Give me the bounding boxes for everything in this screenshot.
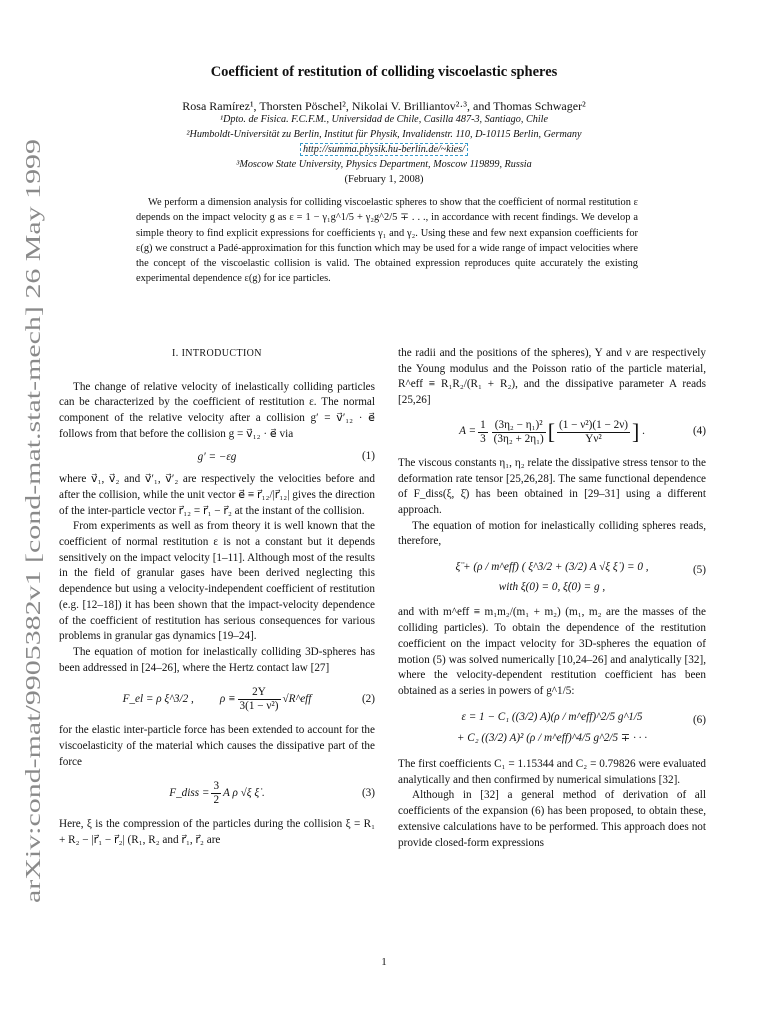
- equation-2: [59, 686, 375, 713]
- equation-5-line-1: ξ̈ + (ρ / m^eff) ( ξ^3/2 + (3/2) A √ξ ξ̇ ) = 0 ,: [455, 561, 649, 574]
- affiliation-url-row: [0, 144, 768, 155]
- right-paragraph-1: the radii and the positions of the spheres), Y and ν are respectively the Young modulus and the Poisson ratio of the particle material, R^eff ≡ R₁R₂/(R₁ + R₂), and the dissipative parameter A reads [25,26]: [398, 347, 706, 407]
- equation-4-f1-denominator: 3: [480, 432, 486, 445]
- equation-4-number: (4): [692, 425, 706, 438]
- equation-3-fraction: [211, 780, 221, 807]
- equation-2-fraction: [238, 686, 281, 713]
- equation-4-f3-numerator: (1 − ν²)(1 − 2ν): [559, 418, 628, 431]
- affiliation-1: ¹Dpto. de Fisica. F.C.F.M., Universidad de Chile, Casilla 487-3, Santiago, Chile: [219, 114, 549, 125]
- arxiv-stamp: [14, 135, 50, 905]
- equation-3-left: F_diss =: [169, 787, 210, 800]
- equation-2-rho: ρ ≡: [219, 693, 236, 705]
- right-paragraph-5: The first coefficients C₁ = 1.15344 and C₂ = 0.79826 were evaluated analytically and then confirmed by numerical simulations [32].: [398, 758, 706, 786]
- equation-2-tail: √R^eff: [282, 693, 312, 705]
- right-paragraph-6: Although in [32] a general method of derivation of all coefficients of the expansion (6) has been proposed, to obtain these, extensive calculations have to be performed. This approach does not provide closed-form expressions: [398, 789, 706, 849]
- equation-1-number: (1): [361, 450, 375, 463]
- equation-4-f2-denominator: (3η₂ + 2η₁): [493, 432, 544, 445]
- equation-6-number: (6): [692, 714, 706, 727]
- equation-3: [59, 780, 375, 807]
- equation-1-body: g′ = −εg: [197, 450, 237, 463]
- group-url-link[interactable]: http://summa.physik.hu-berlin.de/~kies/: [300, 143, 468, 156]
- equation-6-line-1: ε = 1 − C₁ ((3/2) A)(ρ / m^eff)^2/5 g^1/5: [461, 710, 643, 723]
- paper-title: Coefficient of restitution of colliding viscoelastic spheres: [210, 64, 558, 80]
- equation-3-tail: A ρ √ξ ξ̇ .: [223, 787, 265, 800]
- equation-4-fraction-3: [557, 419, 630, 446]
- equation-4-left: A =: [459, 425, 477, 438]
- intro-paragraph-1: The change of relative velocity of inelastically colliding particles can be characterized by the coefficient of restitution ε. The normal component of the relative velocity after a collision g′ = v⃗′₁₂ · e⃗ follows from that before the collision g = v⃗₁₂ · e⃗ via: [59, 380, 375, 440]
- equation-4-fraction-2: [492, 419, 546, 446]
- equation-4-f2-numerator: (3η₂ − η₁)²: [492, 419, 546, 433]
- intro-paragraph-2: where v⃗₁, v⃗₂ and v⃗′₁, v⃗′₂ are respectively the velocities before and after the collision, while the unit vector e⃗ ≡ r⃗₁₂/|r⃗₁₂| gives the direction of the inter-particle vector r⃗₁₂ = r⃗₁ − r⃗₂ at the instant of the collision.: [59, 473, 375, 517]
- left-column: [59, 346, 375, 849]
- equation-6: [398, 710, 706, 747]
- affiliation-2: ²Humboldt-Universität zu Berlin, Institut für Physik, Invalidenstr. 110, D-10115 Berlin, Germany: [186, 129, 582, 140]
- section-heading: I. INTRODUCTION: [172, 348, 262, 359]
- equation-3-numerator: 3: [213, 780, 220, 793]
- equation-5-line-2: with ξ(0) = 0, ξ̇(0) = g ,: [498, 580, 606, 593]
- equation-2-denominator: 3(1 − ν²): [239, 700, 279, 713]
- page-number: 1: [381, 956, 387, 968]
- equation-4-fraction-1: [478, 419, 488, 446]
- abstract: We perform a dimension analysis for colliding viscoelastic spheres to show that the coefficient of normal restitution ε depends on the impact velocity g as ε = 1 − γ₁g^1/5 + γ₂g^2/5 ∓ . . ., in accordance with recent findings. We develop a simple theory to find explicit expressions for coefficients γ₁ and γ₂. Using these and few next expansion coefficients for ε(g) we construct a Padé-approximation for this function which may be used for a wide range of impact velocities where the concept of the viscoelastic collision is valid. The obtained expression reproduces quite accurately the existing experimental dependence ε(g) for ice particles.: [136, 197, 638, 285]
- intro-paragraph-3: From experiments as well as from theory it is well known that the coefficient of normal restitution ε is not a constant but it depends sensitively on the impact velocity [1–11]. Although most of the results in the field of granular gases have been derived neglecting this dependence but using a velocity-independent coefficient of restitution (e.g. [12–18]) it has been shown that the impact-velocity dependence of the coefficient of restitution has serious consequences for various problems in granular gas dynamics [19–24].: [59, 520, 375, 643]
- arxiv-id-text: arXiv:cond-mat/9905382v1 [cond-mat.stat-mech] 26 May 1999: [21, 367, 45, 903]
- equation-1: [59, 450, 375, 466]
- affiliation-3: ³Moscow State University, Physics Department, Moscow 119899, Russia: [236, 159, 532, 170]
- right-paragraph-4: and with m^eff ≡ m₁m₂/(m₁ + m₂) (m₁, m₂ are the masses of the colliding particles). To obtain the dependence of the restitution coefficient on the impact velocity for 3D-spheres the equation of motion (5) was solved numerically [10,24–26] and analytically [32], where the velocity-dependent restitution coefficient has been obtained as a series in powers of g^1/5:: [398, 606, 706, 697]
- equation-3-denominator: 2: [213, 794, 220, 807]
- equation-5-number: (5): [692, 563, 706, 576]
- intro-paragraph-5: for the elastic inter-particle force has been extended to account for the viscoelasticity of the material which causes the dissipative part of the force: [59, 724, 375, 768]
- equation-5: [398, 560, 706, 595]
- equation-2-number: (2): [361, 693, 375, 706]
- paper-date: (February 1, 2008): [344, 174, 424, 185]
- right-paragraph-2: The viscous constants η₁, η₂ relate the dissipative stress tensor to the deformation rate tensor [25,26,28]. The same functional dependence of F_diss(ξ, ξ̇) has been obtained in [29–31] using a different approach.: [398, 456, 706, 516]
- equation-2-numerator: 2Y: [238, 686, 281, 700]
- equation-4-f1-numerator: 1: [480, 418, 486, 431]
- equation-4-f3-denominator: Yν²: [585, 432, 602, 445]
- right-column: [398, 346, 706, 851]
- intro-paragraph-6: Here, ξ is the compression of the particles during the collision ξ = R₁ + R₂ − |r⃗₁ − r⃗₂| (R₁, R₂ and r⃗₁, r⃗₂ are: [59, 818, 375, 847]
- author-list: Rosa Ramírez¹, Thorsten Pöschel², Nikolai V. Brilliantov²·³, and Thomas Schwager²: [182, 99, 586, 113]
- right-paragraph-3: The equation of motion for inelastically colliding spheres reads, therefore,: [398, 519, 706, 548]
- equation-2-left: F_el = ρ ξ^3/2 ,: [122, 693, 194, 705]
- arxiv-stamp-svg: [14, 135, 50, 905]
- equation-6-line-2: + C₂ ((3/2) A)² (ρ / m^eff)^4/5 g^2/5 ∓ · · ·: [456, 732, 648, 745]
- equation-3-number: (3): [361, 787, 375, 800]
- intro-paragraph-4: The equation of motion for inelastically colliding 3D-spheres has been addressed in [24–26], where the Hertz contact law [27]: [59, 645, 375, 674]
- equation-4: A = $\frac{1}{3}$ $\frac{\text{(3η₂ − η₁)²}}{\text{(3η₂ + 2η₁)}}$ [ $\frac{\text{(1 − ν²)(1 − 2ν)}}{\text{Yν²}}$ ] . (4): [459, 418, 706, 445]
